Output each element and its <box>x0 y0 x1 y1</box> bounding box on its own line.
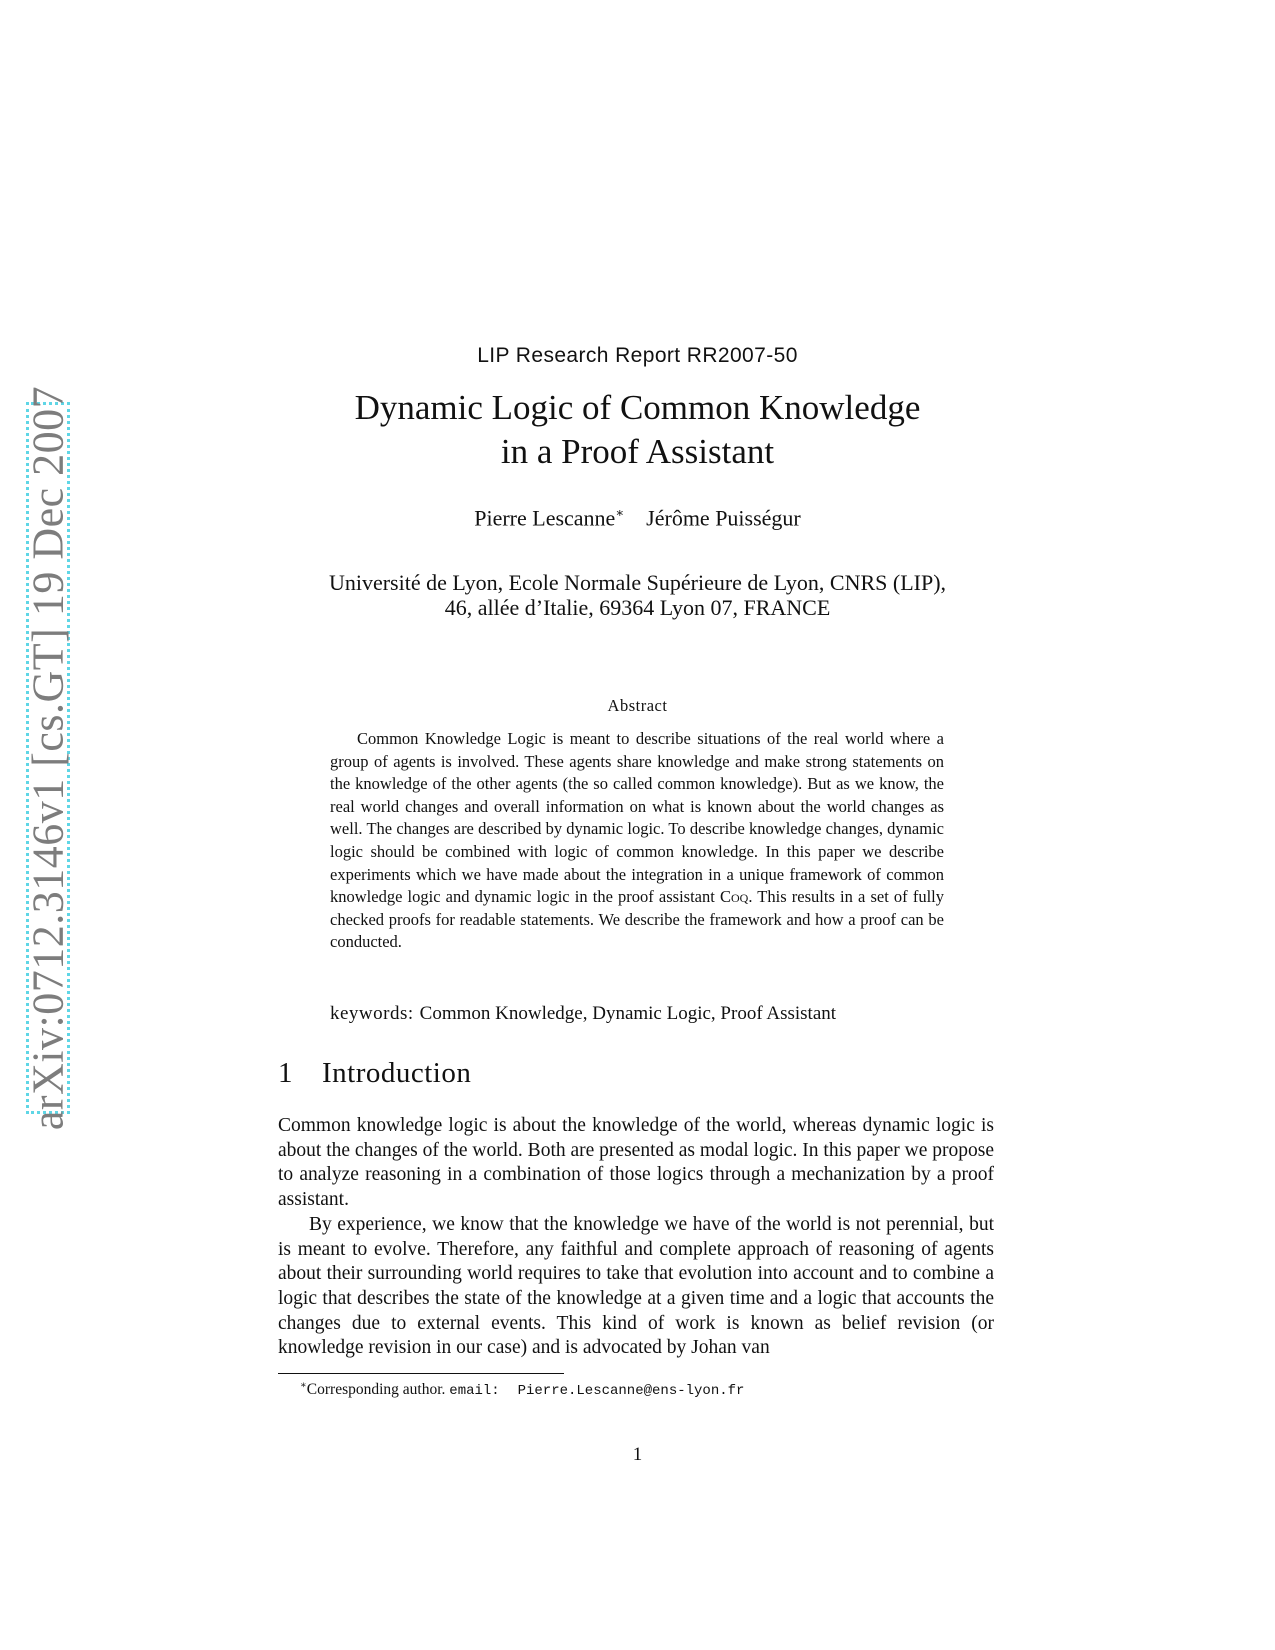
paper-title <box>0 386 1275 474</box>
keywords <box>330 1003 836 1025</box>
email-label: email: <box>449 1383 500 1400</box>
title-line-2: in a Proof Assistant <box>500 432 775 471</box>
abstract-text-part-1: Common Knowledge Logic is meant to describe situations of the real world where a group of agents is involved. These agents share knowledge and make strong statements on the knowledge of the other agents (the so called common knowledge). But as we know, the real world changes and overall information on what is known about the world changes as well. The changes are described by dynamic logic. To describe knowledge changes, dynamic logic should be combined with logic of common knowledge. In this paper we describe experiments which we have made about the integration in a unique framework of common knowledge logic and dynamic logic in the proof assistant <box>330 729 944 907</box>
authors <box>0 505 1275 531</box>
keywords-value: Common Knowledge, Dynamic Logic, Proof Assistant <box>419 1003 837 1024</box>
section-number: 1 <box>278 1057 293 1089</box>
affiliation <box>0 570 1275 620</box>
section-title: Introduction <box>322 1057 472 1089</box>
report-id: LIP Research Report RR2007-50 <box>477 344 798 367</box>
footnote-mark: ∗ <box>300 1380 307 1391</box>
title-line-1: Dynamic Logic of Common Knowledge <box>354 388 921 427</box>
abstract-body <box>330 728 944 954</box>
author-1: Pierre Lescanne <box>474 505 616 531</box>
affiliation-line-1: Université de Lyon, Ecole Normale Supérieure de Lyon, CNRS (LIP), <box>328 570 947 595</box>
footnote <box>300 1380 744 1399</box>
footnote-text: Corresponding author. <box>306 1381 446 1399</box>
arxiv-identifier: arXiv:0712.3146v1 [cs.GT] 19 Dec 2007 <box>23 385 73 1131</box>
affiliation-line-2: 46, allée d’Italie, 69364 Lyon 07, FRANCE <box>444 595 831 620</box>
author-2: Jérôme Puisségur <box>646 505 801 531</box>
intro-body <box>278 1114 994 1361</box>
section-heading <box>278 1057 471 1090</box>
email-address[interactable]: Pierre.Lescanne@ens-lyon.fr <box>517 1383 745 1400</box>
coq-name: Coq <box>719 887 749 907</box>
abstract-heading: Abstract <box>607 696 668 715</box>
abstract-text-part-2: . This results in a set of fully checked proofs for readable statements. We describe the framework and how a proof can be conducted. <box>330 887 944 952</box>
footnote-rule <box>278 1373 564 1374</box>
page-number: 1 <box>632 1444 643 1465</box>
intro-paragraph-2: By experience, we know that the knowledge we have of the world is not perennial, but is meant to evolve. Therefore, any faithful and complete approach of reasoning of agents about their surrounding world requires to take that evolution into account and to combine a logic that describes the state of the knowledge at a given time and a logic that accounts the changes due to external events. This kind of work is known as belief revision (or knowledge revision in our case) and is advocated by Johan van <box>278 1213 994 1359</box>
author-1-footnote-mark: ∗ <box>615 505 625 520</box>
intro-paragraph-1: Common knowledge logic is about the knowledge of the world, whereas dynamic logic is about the changes of the world. Both are presented as modal logic. In this paper we propose to analyze reasoning in a combination of those logics through a mechanization by a proof assistant. <box>278 1115 994 1211</box>
keywords-label: keywords: <box>330 1003 414 1024</box>
